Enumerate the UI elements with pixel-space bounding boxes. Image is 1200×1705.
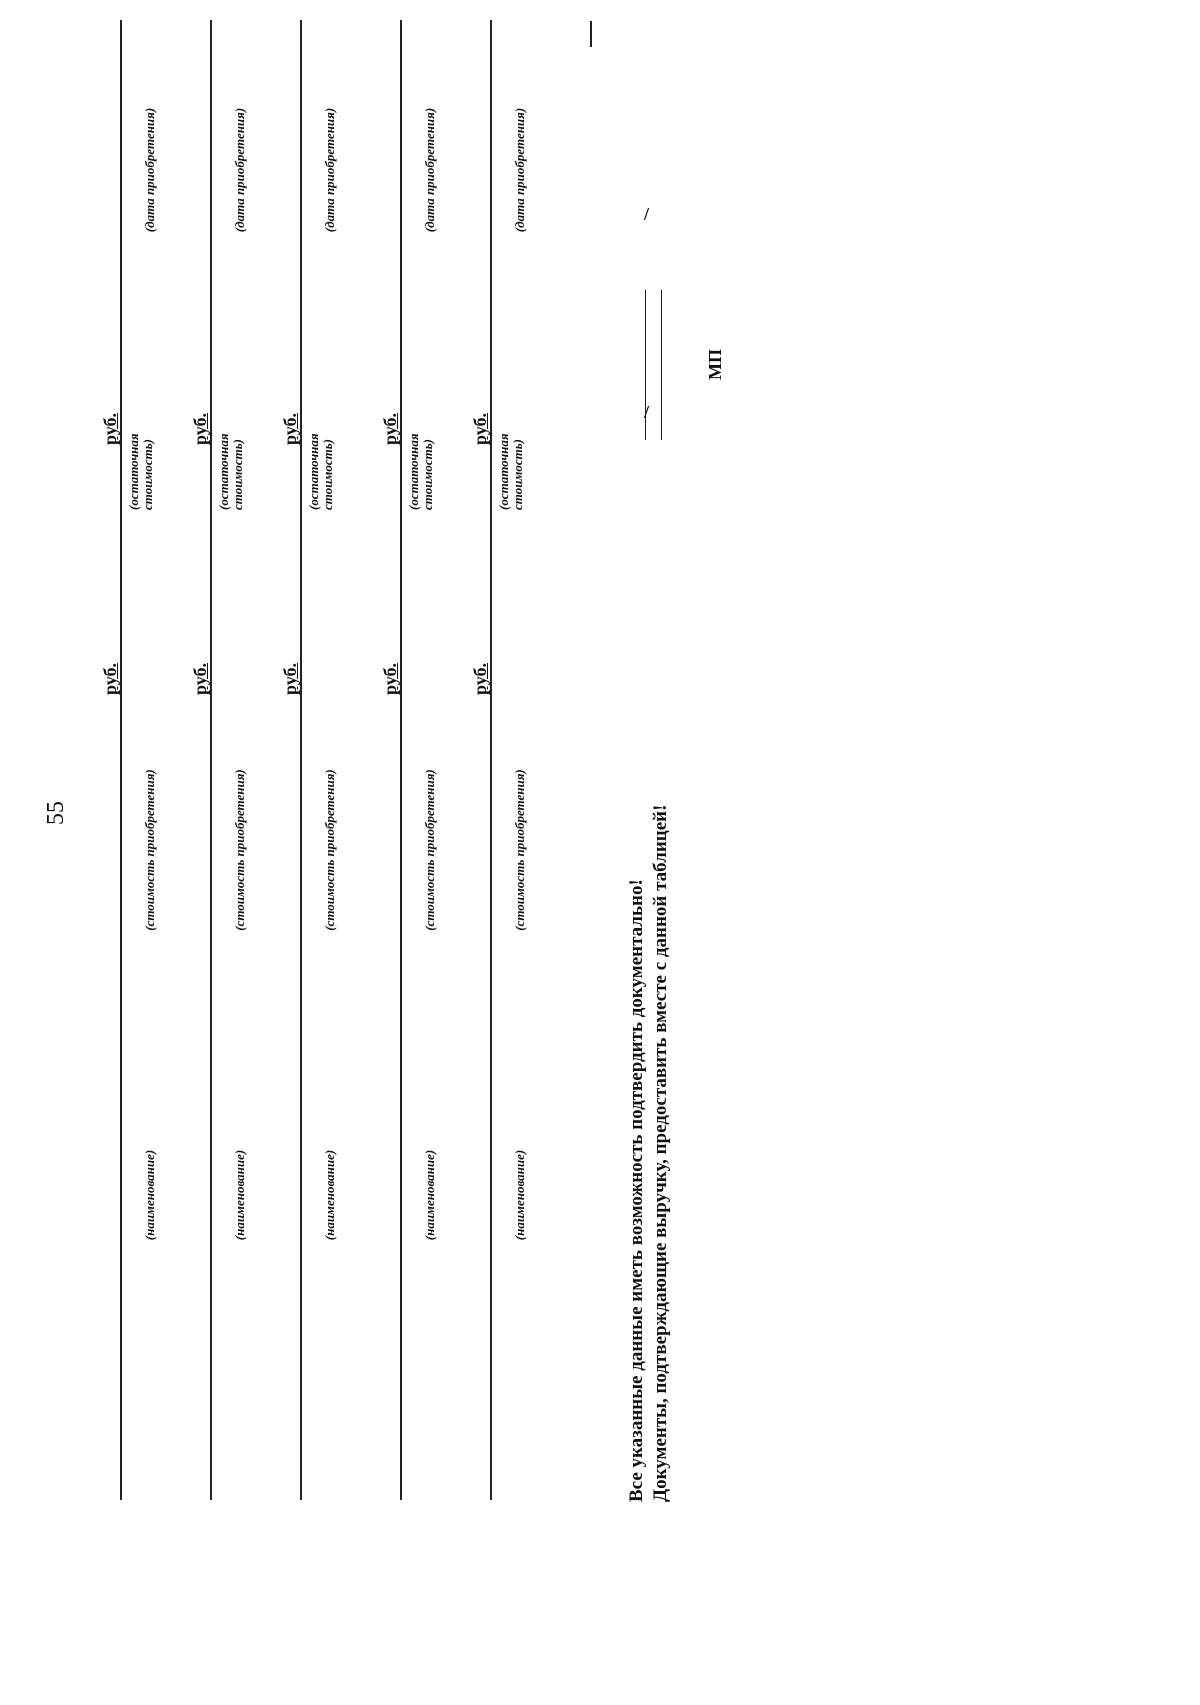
- purchase-date-line: [210, 20, 212, 380]
- purchase-date-line: [400, 20, 402, 380]
- purchase-date-caption: (дата приобретения): [142, 107, 157, 233]
- purchase-cost-caption: (стоимость приобретения): [142, 769, 157, 931]
- purchase-cost-currency: руб.: [280, 662, 300, 695]
- seal-label: МП: [705, 349, 725, 380]
- note-line: Документы, подтверждающие выручку, предоставить вместе с данной таблицей!: [650, 804, 671, 1502]
- purchase-cost-currency: руб.: [100, 662, 120, 695]
- note-line: Все указанные данные иметь возможность подтвердить документально!: [626, 879, 647, 1502]
- notes: [625, 805, 673, 1502]
- purchase-cost-caption: (стоимость приобретения): [422, 769, 437, 931]
- signature-separator-left: /: [643, 401, 650, 422]
- residual-value-currency: руб.: [470, 412, 490, 445]
- purchase-cost-caption: (стоимость приобретения): [512, 769, 527, 931]
- residual-value-caption: (остаточная стоимость): [496, 433, 526, 510]
- name-caption: (наименование): [512, 1149, 527, 1241]
- purchase-cost-currency: руб.: [380, 662, 400, 695]
- purchase-cost-currency: руб.: [190, 662, 210, 695]
- purchase-date-caption: (дата приобретения): [322, 107, 337, 233]
- purchase-date-line: [300, 20, 302, 380]
- name-caption: (наименование): [322, 1149, 337, 1241]
- purchase-cost-currency: руб.: [470, 662, 490, 695]
- residual-value-currency: руб.: [190, 412, 210, 445]
- signature-separator-right: /: [643, 203, 650, 224]
- residual-value-caption: (остаточная стоимость): [406, 433, 436, 510]
- name-caption: (наименование): [422, 1149, 437, 1241]
- residual-value-caption: (остаточная стоимость): [216, 433, 246, 510]
- scan-mark: [590, 21, 592, 47]
- purchase-date-line: [120, 20, 122, 380]
- purchase-cost-caption: (стоимость приобретения): [322, 769, 337, 931]
- name-caption: (наименование): [232, 1149, 247, 1241]
- signature-line: [661, 290, 662, 440]
- purchase-date-caption: (дата приобретения): [232, 107, 247, 233]
- page-number: 55: [43, 801, 69, 825]
- purchase-cost-caption: (стоимость приобретения): [232, 769, 247, 931]
- residual-value-caption: (остаточная стоимость): [306, 433, 336, 510]
- name-caption: (наименование): [142, 1149, 157, 1241]
- purchase-date-caption: (дата приобретения): [512, 107, 527, 233]
- residual-value-currency: руб.: [380, 412, 400, 445]
- purchase-date-line: [490, 20, 492, 380]
- residual-value-caption: (остаточная стоимость): [126, 433, 156, 510]
- residual-value-currency: руб.: [100, 412, 120, 445]
- purchase-date-caption: (дата приобретения): [422, 107, 437, 233]
- residual-value-currency: руб.: [280, 412, 300, 445]
